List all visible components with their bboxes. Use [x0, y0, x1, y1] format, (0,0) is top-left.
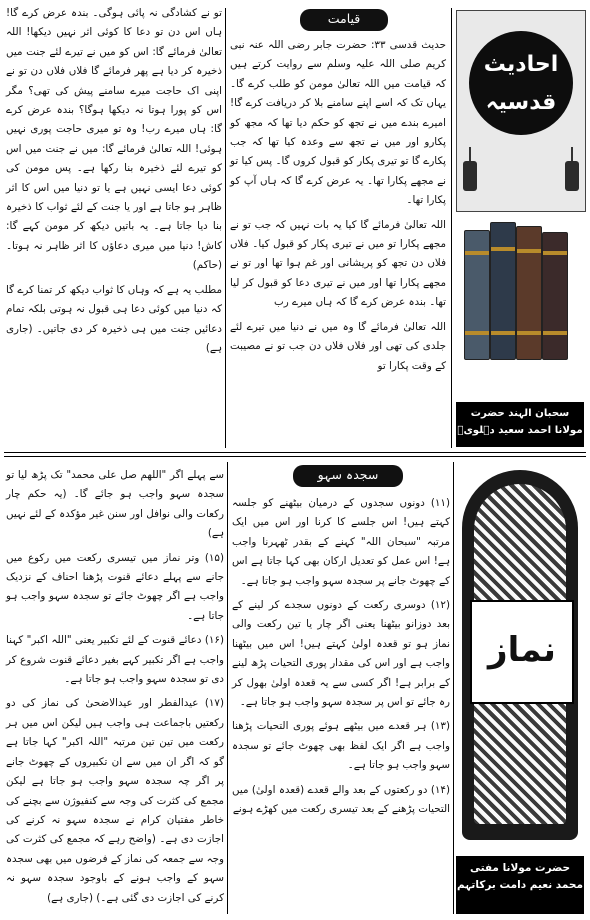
hadith-qudsi-section [0, 0, 590, 452]
paragraph: (۱۴) دو رکعتوں کے بعد والے قعدے (قعدہ اولیٰ) میں التحیات پڑھنے کے بعد تیسری رکعت میں کھڑے ہونے [232, 783, 450, 816]
logo-frame [456, 10, 586, 212]
paragraph: (۱۳) ہر قعدے میں بیٹھے ہوئے پوری التحیات پڑھنا واجب ہے اگر ایک لفظ بھی چھوٹ جائے تو سجدہ سہو واجب ہو جاتا ہے۔ [232, 720, 450, 772]
author-line-1: حضرت مولانا مفتی [469, 862, 571, 874]
book-icon [464, 230, 490, 360]
section-title-sajda-sahw: سجدہ سہو [293, 465, 403, 487]
paragraph: (۱۲) دوسری رکعت کے دونوں سجدے کر لینے کے بعد دوزانو بیٹھنا یعنی اگر چار یا تین رکعت والی نماز ہو تو قعدہ اولیٰ کہتے ہیں! اس میں بیٹھنا واجب ہے اور اس کی مقدار پوری التحیات پڑھ لینے کے برابر ہے! اگر کسی سے یہ قعدہ اولیٰ بھول کر رہ جائے تو اس پر سجدہ سہو واجب ہو جاتا ہے۔ [232, 599, 450, 709]
paragraph: (۱۶) دعائے قنوت کے لئے تکبیر یعنی "اللہ اکبر" کہنا واجب ہے اگر تکبیر کہے بغیر دعائے قنوت شروع کر دی تو سجدہ سہو واجب ہو جاتا ہے۔ [6, 634, 224, 686]
paragraph: (۱۱) دونوں سجدوں کے درمیان بیٹھنے کو جلسہ کہتے ہیں! اس جلسے کا کرنا اور اس میں ایک مرتبہ "سبحان اللہ" کہنے کے بقدر ٹھہرنا واجب ہے! اس عمل کو تعدیل ارکان بھی کہا جاتا ہے اس کے چھوٹ جانے پر سجدہ سہو واجب ہو جاتا ہے۔ [232, 497, 450, 587]
paragraph: سے پہلے اگر "اللھم صل علی محمد" تک پڑھ لیا تو سجدہ سہو واجب ہو جائے گا۔ (یہ حکم چار رکعات والی نوافل اور سنن غیر مؤکدہ کے لئے نہیں ہے) [6, 469, 224, 540]
lantern-icon [565, 161, 579, 191]
lantern-icon [463, 161, 477, 191]
column-right [232, 494, 450, 825]
column-left [6, 4, 222, 363]
logo-line-2: قدسیہ [485, 90, 557, 115]
column-left [6, 466, 224, 913]
paragraph: (۱۵) وتر نماز میں تیسری رکعت میں رکوع میں جانے سے پہلے دعائے قنوت پڑھنا احناف کے نزدیک واجب ہے اگر چھوٹ جائے تو سجدہ سہو واجب ہو جاتا ہے۔ [6, 551, 224, 622]
author-line-1: سحبان الہند حضرت [470, 408, 570, 419]
emblem-text: نماز [488, 630, 556, 670]
paragraph: اللہ تعالیٰ فرمائے گا کیا یہ بات نہیں کہ جب تو نے مجھے پکارا تو میں نے تیری پکار کو قبول کیا۔ فلاں فلاں دن تجھ کو پریشانی اور غم ہوا تھا اور تو نے مجھے پکارا تھا اور میں نے تیری دعا کو قبول کر لیا تھا۔ بندہ عرض کرے گا کہ ہاں میرے رب [230, 218, 446, 309]
paragraph: (۱۷) عیدالفطر اور عیدالاضحیٰ کی نماز کی دو رکعتیں باجماعت ہی واجب ہیں لیکن اس میں ہر رکعت میں تین تین مرتبہ "اللہ اکبر" کہا جاتا ہے گو کہ اگر ان میں سے ان تکبیروں کے چھوٹ جانے پر اگر چہ سجدہ سہو واجب ہو جاتا ہے لیکن مجمع کی کثرت کی وجہ سے کنفیوژن سے بچنے کی خاطر مفتیان کرام نے سجدہ سہو نہ کرنے کی اجازت دی ہے۔ (واضح رہے کہ مجمع کی کثرت کی وجہ سے جمعہ کی نماز کے فرضوں میں بھی سجدہ سہو کے واجب ہونے کے باوجود سجدہ سہو نہ کرنے کی اجازت دی گئی ہے۔) (جاری ہے) [6, 697, 224, 904]
book-icon [490, 222, 516, 360]
logo-badge [469, 31, 573, 135]
column-divider [225, 8, 226, 448]
logo-line-1: احادیث [483, 52, 559, 77]
calligraphy-emblem [470, 600, 574, 704]
author-line-2: محمد نعیم دامت برکاتہم [457, 879, 583, 891]
author-credit [456, 402, 584, 447]
column-right [230, 36, 446, 381]
paragraph: اللہ تعالیٰ فرمائے گا وہ میں نے دنیا میں تیرے لئے جلدی کی تھی اور فلاں فلاں دن جب تو نے مصیبت کے وقت پکارا تو [230, 320, 446, 372]
column-divider [227, 462, 228, 914]
column-divider [453, 462, 454, 914]
paragraph: مطلب یہ ہے کہ وہاں کا ثواب دیکھ کر تمنا کرے گا کہ دنیا میں کوئی دعا ہی قبول نہ ہوتی بلکہ تمام دعائیں جنت میں ہی ذخیرہ کر دی جاتیں۔ (جاری ہے) [6, 283, 222, 354]
paragraph: حدیث قدسی ۳۳: حضرت جابر رضی اللہ عنہ نبی کریم صلی اللہ علیہ وسلم سے روایت کرتے ہیں کہ قیامت میں اللہ تعالیٰ مومن کو طلب کرے گا۔ یہاں تک کہ اسے اپنے سامنے بلا کر دریافت کرے گا! امیرے بندے میں نے تجھ کو حکم دیا تھا کہ مجھ کو پکارو اور میں نے تجھ سے وعدہ کیا تھا کہ جب پکارے گا تو تیری پکار کو قبول کروں گا۔ پس کیا تو نے مجھے پکارا تھا۔ یہ عرض کرے گا کہ ہاں آپ کو پکارا تھا۔ [230, 39, 446, 207]
section-separator [4, 452, 586, 457]
section-title-qayamat: قیامت [300, 9, 388, 31]
books-illustration [462, 220, 582, 360]
book-icon [516, 226, 542, 360]
side-panel [456, 10, 586, 442]
paragraph: تو نے کشادگی نہ پائی ہوگی۔ بندہ عرض کرے گا! ہاں اس دن تو دعا کا کوئی اثر نہیں دیکھا! اللہ تعالیٰ فرمائے گا: اس کو میں نے تیرے لئے جنت میں ذخیرہ کر دیا ہے پھر فرمائے گا فلاں فلاں دن تو نے اپنی اک حاجت میرے سامنے پیش کی تھی؟ مگر اس کو پورا ہوتا نہ دیکھا ہوگا؟ بندہ عرض کرے گا: ہاں میرے رب! وہ تو میری حاجت پوری نہیں ہوئی! اللہ تعالیٰ فرمائے گا: میں نے جنت میں اس کو تیرے لئے ذخیرہ بنا رکھا ہے۔ پس مومن کی کوئی دعا ایسی نہیں ہے یا تو دنیا میں اس کا اثر ظاہر ہو جاتا ہے اور یا جنت کے لئے ثواب کا ذخیرہ بنا دیا جاتا ہے۔ یہ باتیں دیکھ کر مومن کہے گا: کاش! دنیا میں میری دعاؤں کا اثر ظاہر نہ ہوتا۔ (حاکم) [6, 7, 222, 272]
author-line-2: مولانا احمد سعید دہلویؒ [457, 425, 583, 436]
book-icon [542, 232, 568, 360]
column-divider [451, 8, 452, 448]
author-credit [456, 856, 584, 914]
side-panel [456, 470, 586, 916]
